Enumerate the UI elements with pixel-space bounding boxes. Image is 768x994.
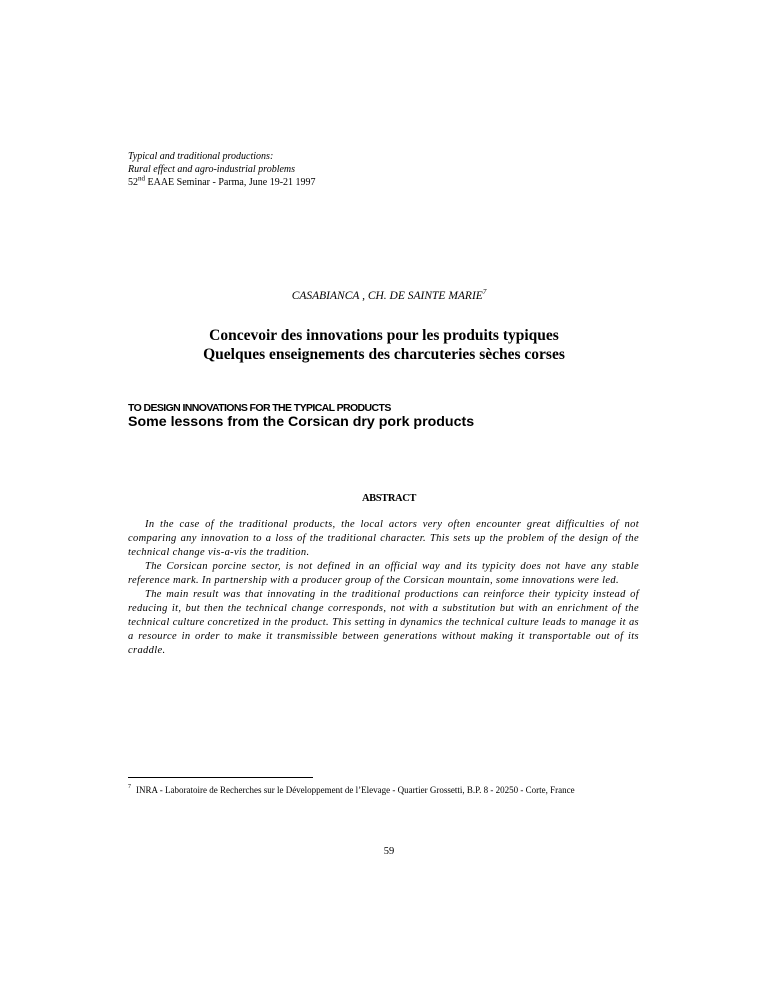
abstract-body: [128, 518, 639, 658]
abstract-paragraph-2: The Corsican porcine sector, is not defined in an official way and its typicity does not have any stable reference mark. In partnership with a producer group of the Corsican mountain, some innovations were led.: [128, 561, 639, 586]
seminar-header: [128, 150, 316, 189]
header-line-2: Rural effect and agro-industrial problems: [128, 164, 296, 175]
page-number: 59: [383, 846, 395, 857]
footnote-text: INRA - Laboratoire de Recherches sur le Développement de l’Elevage - Quartier Grossetti, B.P. 8 - 20250 - Corte, France: [136, 785, 575, 795]
footnote-mark: 7: [128, 784, 131, 790]
footnote-divider: [128, 777, 313, 778]
english-title: Some lessons from the Corsican dry pork products: [128, 414, 475, 430]
header-line-3: [128, 176, 316, 189]
seminar-number-suffix: nd: [138, 174, 145, 183]
french-title: [0, 326, 768, 364]
footnote: [128, 784, 643, 796]
header-line-1: Typical and traditional productions:: [128, 151, 274, 162]
seminar-details: EAAE Seminar - Parma, June 19-21 1997: [145, 177, 316, 188]
seminar-number: 52: [128, 177, 138, 188]
author-line: [0, 288, 768, 302]
abstract-heading: ABSTRACT: [362, 493, 416, 504]
abstract-paragraph-1: In the case of the traditional products, the local actors very often encounter great difficulties of not comparing any innovation to a loss of the traditional character. This sets up the problem of the design of the technical change vis-a-vis the tradition.: [128, 519, 639, 558]
french-title-line-2: Quelques enseignements des charcuteries sèches corses: [203, 346, 565, 363]
english-title-uppercase: TO DESIGN INNOVATIONS FOR THE TYPICAL PRODUCTS: [128, 402, 391, 414]
french-title-line-1: Concevoir des innovations pour les produits typiques: [209, 327, 559, 344]
abstract-paragraph-3: The main result was that innovating in the traditional productions can reinforce their typicity instead of reducing it, but then the technical change corresponds, not with a substitution but with an enrichment of the technical culture concretized in the product. This setting in dynamics the technical culture leads to manage it as a resource in order to make it transmissible between generations without making it transportable out of its craddle.: [128, 589, 639, 656]
author-footnote-ref: 7: [482, 288, 487, 296]
author-names: CASABIANCA , CH. DE SAINTE MARIE: [291, 289, 483, 302]
